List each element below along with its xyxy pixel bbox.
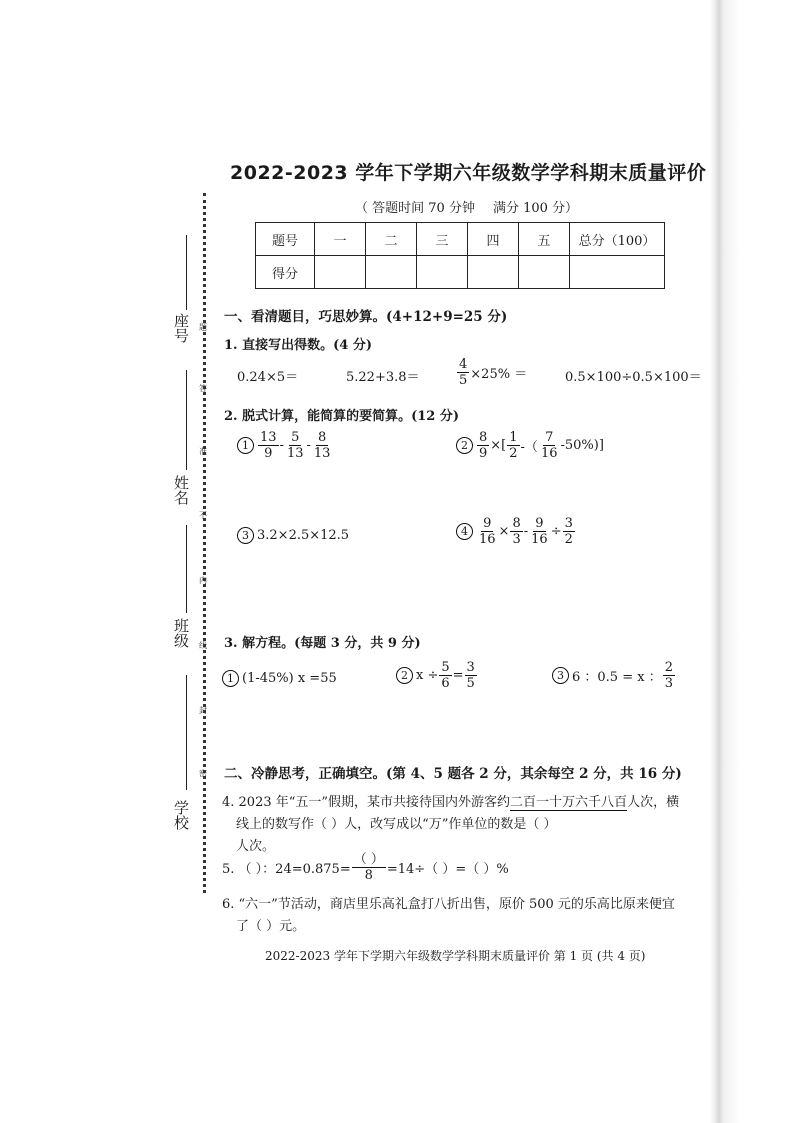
section1-heading: 一、看清题目，巧思妙算。(4+12+9=25 分) — [224, 309, 508, 325]
fraction: $\frac{8}{13}$ — [313, 430, 331, 461]
score-table-header-row — [256, 223, 665, 256]
circled-number: 2 — [456, 437, 473, 454]
fraction: $\frac{3}{5}$ — [466, 660, 475, 691]
circled-number: 3 — [552, 667, 569, 684]
fraction: $\frac{9}{16}$ — [479, 516, 496, 547]
score-table-score-row — [256, 256, 665, 289]
score-cell[interactable] — [570, 256, 665, 289]
school-label: 学校 — [172, 800, 190, 830]
q2-heading: 2. 脱式计算，能简算的要简算。(12 分) — [224, 409, 460, 424]
q1-heading: 1. 直接写出得数。(4 分) — [224, 338, 372, 353]
scan-edge-shadow — [710, 0, 794, 1123]
binding-char: 不 — [199, 511, 207, 520]
section2-heading: 二、冷静思考，正确填空。(第 4、5 题各 2 分，其余每空 2 分，共 16 分) — [224, 766, 682, 782]
score-table-header-cell: 三 — [417, 223, 468, 256]
fraction: $\frac{( )}{8}$ — [353, 852, 384, 883]
binding-char: 内 — [199, 576, 207, 585]
q6-line-1: 6. “六一”节活动，商店里乐高礼盒打八折出售，原价 500 元的乐高比原来便宜 — [222, 897, 675, 912]
binding-char: 封 — [199, 706, 207, 715]
q4-line-2: 线上的数写作（ ）人，改写成以“万”作单位的数是（ ） — [236, 817, 557, 832]
fraction: $\frac{5}{6}$ — [441, 660, 450, 691]
q1-item-c: $\frac{4}{5}$ ×25% ＝ — [459, 357, 528, 388]
q1-item-a: 0.24×5＝ — [237, 370, 299, 385]
circled-number: 4 — [456, 523, 473, 540]
circled-number: 1 — [237, 437, 254, 454]
fraction: $\frac{4}{5}$ — [459, 357, 468, 388]
score-table-header-cell: 五 — [519, 223, 570, 256]
binding-char: 密 — [199, 769, 207, 778]
q4-line-1: 4. 2023 年“五一”假期，某市共接待国内外游客约二百一十万六千八百人次，横 — [222, 795, 680, 810]
exam-subtitle — [355, 197, 578, 216]
exam-full-score: 满分 100 分） — [492, 201, 579, 216]
fraction: $\frac{9}{16}$ — [531, 516, 548, 547]
binding-dotted-line — [203, 193, 206, 893]
seat-number-label: 座号 — [172, 313, 190, 343]
score-table-header-cell: 总分（100） — [570, 223, 665, 256]
q3-equation-1: 1 (1-45%) x =55 — [222, 670, 337, 687]
seat-number-blank — [186, 235, 187, 310]
page-footer: 2022-2023 学年下学期六年级数学学科期末质量评价 第 1 页 (共 4 页) — [265, 949, 646, 963]
fraction: $\frac{8}{3}$ — [512, 516, 521, 547]
q2-calc-3: 3 3.2×2.5×12.5 — [237, 527, 349, 544]
score-table-header-cell: 一 — [315, 223, 366, 256]
score-cell[interactable] — [366, 256, 417, 289]
fraction: $\frac{2}{3}$ — [664, 660, 673, 691]
q1-item-b: 5.22+3.8＝ — [346, 370, 420, 385]
fraction: $\frac{8}{9}$ — [479, 430, 488, 461]
fraction: $\frac{13}{9}$ — [260, 430, 277, 461]
q2-calc-2: 2 $\frac{8}{9}$ ×[ $\frac{1}{2}$ -（ $\frac{7}{16}$ -50%)] — [456, 430, 604, 461]
score-cell[interactable] — [315, 256, 366, 289]
q6-line-2: 了（ ）元。 — [236, 919, 306, 934]
name-label: 姓名 — [172, 475, 190, 505]
q3-equation-3: 3 6 ：0.5 = x ： $\frac{2}{3}$ — [552, 660, 676, 691]
binding-char: 题 — [199, 323, 207, 332]
q1-item-d: 0.5×100÷0.5×100＝ — [565, 370, 702, 385]
q5-line: 5. （ ）：24=0.875= $\frac{( )}{8}$ =14÷（ ）=（ ）% — [222, 852, 509, 883]
school-blank — [186, 675, 187, 790]
score-cell[interactable] — [519, 256, 570, 289]
q3-heading: 3. 解方程。(每题 3 分，共 9 分) — [224, 636, 421, 651]
score-table — [255, 222, 665, 289]
exam-time: （ 答题时间 70 分钟 — [355, 201, 475, 216]
q3-equation-2: 2 x ÷ $\frac{5}{6}$ = $\frac{3}{5}$ — [396, 660, 478, 691]
circled-number: 2 — [396, 667, 413, 684]
underlined-number: 二百一十万六千八百 — [510, 795, 628, 810]
binding-char: 准 — [199, 447, 207, 456]
score-cell[interactable] — [417, 256, 468, 289]
score-table-header-cell: 四 — [468, 223, 519, 256]
circled-number: 1 — [222, 670, 239, 687]
exam-title: 2022-2023 学年下学期六年级数学学科期末质量评价 — [230, 162, 707, 184]
binding-char: 答 — [199, 384, 207, 393]
fraction: $\frac{7}{16}$ — [540, 430, 558, 461]
fraction: $\frac{1}{2}$ — [509, 430, 518, 461]
score-table-header-cell: 题号 — [256, 223, 315, 256]
q2-calc-4: 4 $\frac{9}{16}$ × $\frac{8}{3}$ - $\frac{9}{16}$ ÷ $\frac{3}{2}$ — [456, 516, 576, 547]
class-blank — [186, 525, 187, 613]
binding-char: 线 — [199, 641, 207, 650]
fraction: $\frac{3}{2}$ — [564, 516, 573, 547]
circled-number: 3 — [237, 527, 254, 544]
score-cell[interactable] — [468, 256, 519, 289]
score-row-label: 得分 — [256, 256, 315, 289]
score-table-header-cell: 二 — [366, 223, 417, 256]
q2-calc-1: 1 $\frac{13}{9}$ - $\frac{5}{13}$ - $\frac{8}{13}$ — [237, 430, 333, 461]
q4-line-3: 人次。 — [236, 839, 276, 854]
name-blank — [186, 370, 187, 470]
class-label: 班级 — [172, 618, 190, 648]
fraction: $\frac{5}{13}$ — [286, 430, 304, 461]
